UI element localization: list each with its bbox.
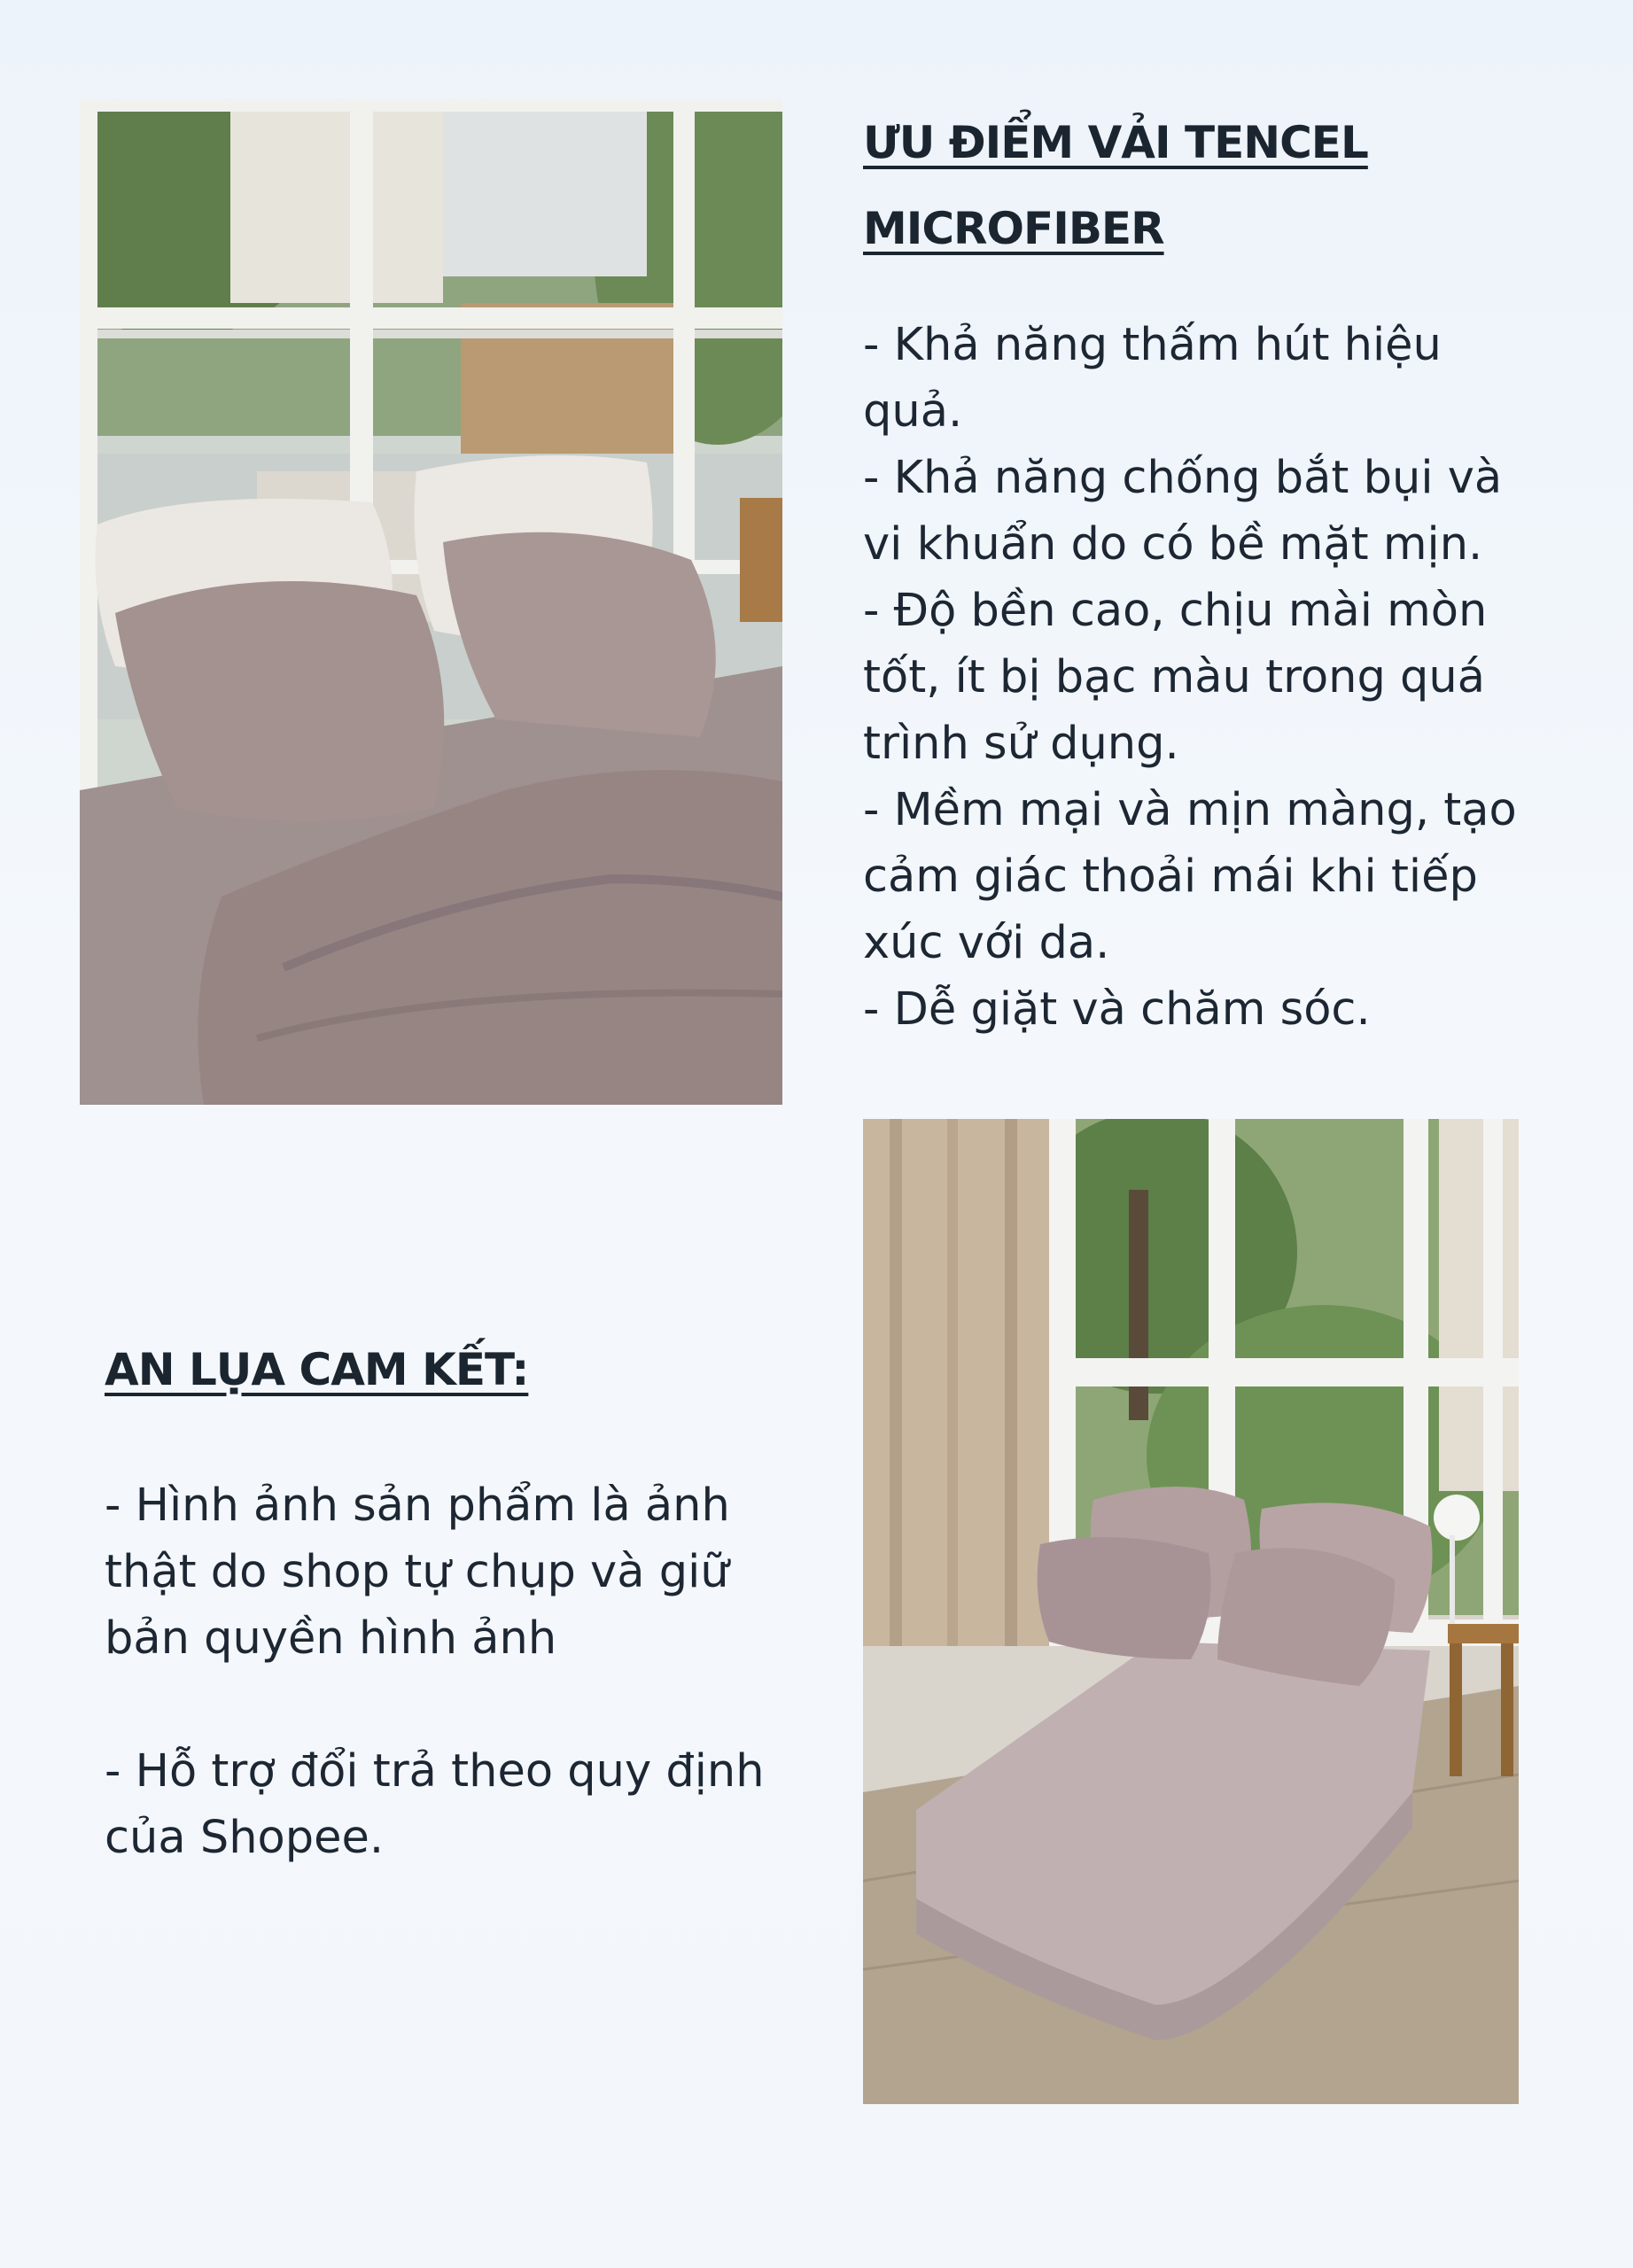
bedroom-photo-top [80,99,782,1105]
list-item: - Khả năng chống bắt bụi và vi khuẩn do có bề mặt mịn. [863,452,1503,571]
list-item: - Mềm mại và mịn màng, tạo cảm giác thoải mái khi tiếp xúc với da. [863,784,1517,969]
benefits-list [863,312,1554,1043]
commitment-heading: AN LỤA CAM KẾT: [105,1344,529,1395]
benefits-heading: ƯU ĐIỂM VẢI TENCEL MICROFIBER [863,117,1368,254]
list-item: - Khả năng thấm hút hiệu quả. [863,319,1442,438]
commitment-list [105,1472,813,1871]
list-item: - Dễ giặt và chăm sóc. [863,983,1371,1036]
list-item: - Độ bền cao, chịu mài mòn tốt, ít bị bạc màu trong quá trình sử dụng. [863,585,1488,770]
list-item: - Hỗ trợ đổi trả theo quy định của Shopee. [105,1745,765,1864]
bedroom-photo-bottom [863,1119,1519,2104]
list-item: - Hình ảnh sản phẩm là ảnh thật do shop tự chụp và giữ bản quyền hình ảnh [105,1480,730,1665]
